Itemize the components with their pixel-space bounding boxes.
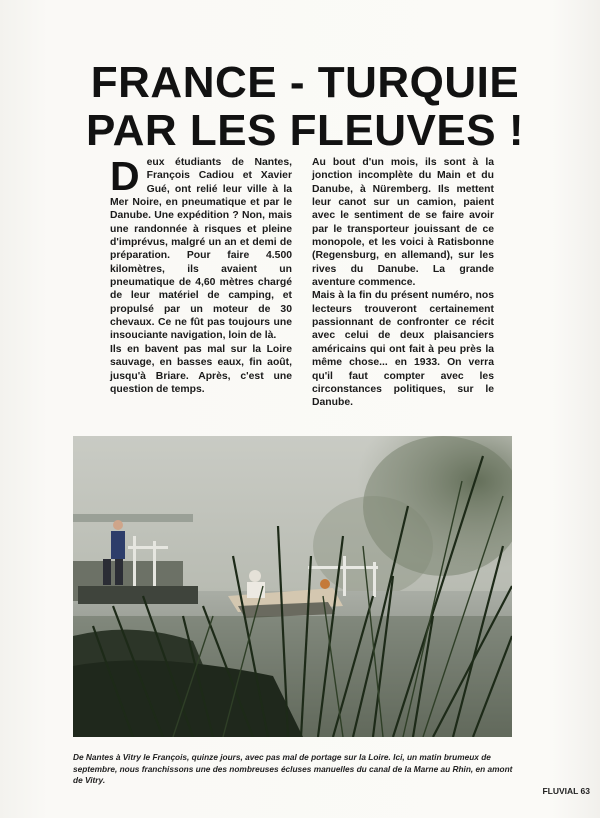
article-paragraph: Ils en bavent pas mal sur la Loire sauvage, en basses eaux, fin août, jusqu'à Briare. Après, c'est une question de temps. bbox=[110, 343, 292, 395]
article-paragraph-text: eux étudiants de Nantes, François Cadiou et Xavier Gué, ont relié leur ville à la Mer Noire, en pneumatique et par le Danube. Une expédition ? Non, mais une randonnée à risques et pleine d'imprévus, malgré un an et demi de préparation. Pour faire 4.500 kilomètres, ils avaient un pneumatique de 4,60 mètres chargé de leur matériel de camping, et propulsé par un moteur de 30 chevaux. Ce ne fût pas toujours une insouciante navigation, loin de là. bbox=[110, 157, 292, 342]
canal-lock-photo bbox=[73, 436, 512, 737]
article-paragraph: Mais à la fin du présent numéro, nos lecteurs trouveront certainement passionnant de confronter ce récit avec celui de deux plaisanciers américains qui ont fait à peu près la même chose... en 1933. On verra qu'il faut compter avec les circonstances politiques, sur le Danube. bbox=[312, 290, 494, 409]
headline-line-1: FRANCE - TURQUIE bbox=[90, 58, 520, 108]
drop-cap: D bbox=[110, 153, 140, 199]
photo-caption: De Nantes à Vitry le François, quinze jours, avec pas mal de portage sur la Loire. Ici, un matin brumeux de septembre, nous franchissons une des nombreuses écluses manuelles du canal de la Marne au Rhin, en amont de Vitry. bbox=[73, 752, 513, 785]
article-column-left bbox=[110, 153, 292, 396]
article-paragraph bbox=[110, 153, 292, 343]
page-folio: FLUVIAL 63 bbox=[542, 786, 590, 796]
article-column-right bbox=[312, 156, 494, 410]
headline bbox=[60, 59, 550, 155]
headline-line-2: PAR LES FLEUVES ! bbox=[86, 106, 524, 156]
article-paragraph: Au bout d'un mois, ils sont à la jonction incomplète du Main et du Danube, à Nüremberg. Ils mettent leur canot sur un camion, paient avec le sentiment de se faire avoir par le transporteur jouissant de ce monopole, et les voici à Ratisbonne (Regensburg, en allemand), sur les rives du Danube. La grande aventure commence. bbox=[312, 157, 494, 289]
